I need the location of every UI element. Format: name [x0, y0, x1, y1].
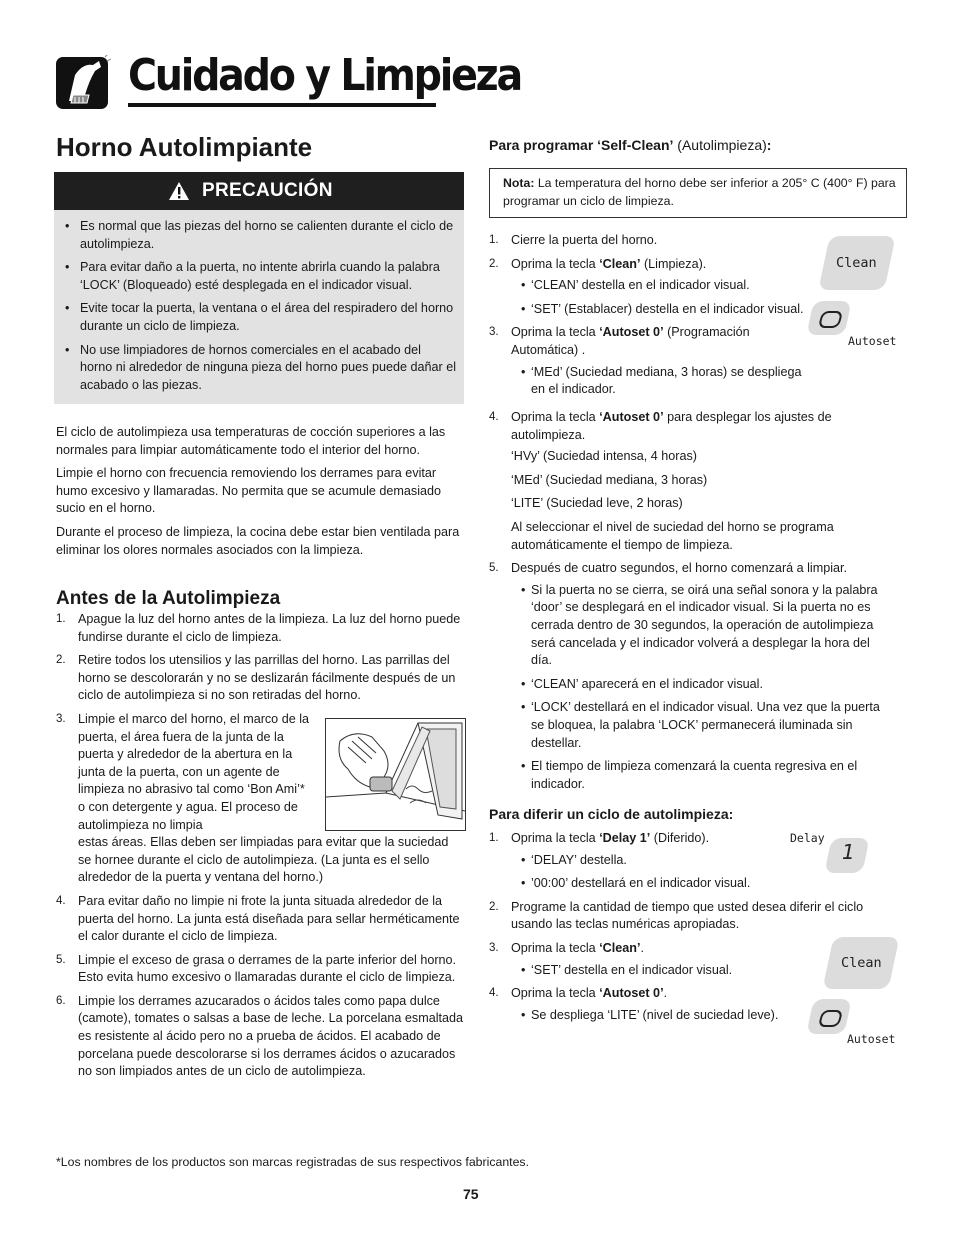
program-title-bold: Para programar ‘Self-Clean’ [489, 137, 674, 153]
step-text: . [640, 940, 644, 955]
before-cleaning-title: Antes de la Autolimpieza [56, 588, 281, 609]
temperature-note [489, 168, 907, 218]
step-text: (Limpieza). [640, 256, 707, 271]
step-text: Al seleccionar el nivel de suciedad del horno se programa automáticamente el tiempo de limpieza. [511, 519, 834, 552]
step-text: para desplegar los ajustes de autolimpieza. [511, 410, 832, 442]
step-number: 5. [489, 562, 499, 575]
caution-item: • Para evitar daño a la puerta, no intente abrirla cuando la palabra ‘LOCK’ (Bloqueado) esté desplegada en el indicador visual. [80, 259, 456, 294]
step-number: 6. [56, 994, 66, 1007]
chapter-title: Cuidado y Limpieza [128, 50, 521, 101]
step-text: (Programación Automática) . [511, 325, 750, 357]
soil-level-option: ‘LITE’ (Suciedad leve, 2 horas) [511, 496, 683, 511]
step-text: Oprima la tecla [511, 940, 600, 955]
step-item [489, 899, 889, 934]
step-text: Limpie los derrames azucarados o ácidos tales como papa dulce (camote), tomates o salsas a base de leche. La porcelana esmaltada es resistente al ácido pero no a prueba de ácidos. El acabado de porcelana puede descolorarse si los derrames ácidos o azucarados no son limpiados antes de un ciclo de autolimpieza. [78, 993, 464, 1079]
step-text: Oprima la tecla [511, 986, 600, 1001]
note-text: La temperatura del horno debe ser inferior a 205° C (400° F) para programar un ciclo de limpieza. [503, 176, 896, 208]
step-text: Programe la cantidad de tiempo que usted desea diferir el ciclo usando las teclas numéricas apropiadas. [511, 899, 864, 932]
before-cleaning-steps [56, 611, 464, 1087]
soil-level-option: ‘MEd’ (Suciedad mediana, 3 horas) [511, 472, 708, 487]
step-number: 3. [489, 326, 499, 339]
key-reference: ‘Autoset 0’ [599, 410, 664, 424]
step-text: Apague la luz del horno antes de la limpieza. La luz del horno puede fundirse durante el ciclo de limpieza. [78, 612, 461, 644]
one-key-glyph: 1 [842, 840, 855, 864]
footnote: *Los nombres de los productos son marcas registradas de sus respectivos fabricantes. [56, 1155, 529, 1169]
step-number: 1. [56, 613, 66, 625]
caution-item: • No use limpiadores de hornos comerciales en el acabado del horno ni alrededor de ninguna pieza del horno pues puede dañar el acabado o las piezas. [80, 342, 456, 395]
program-title-rest: (Autolimpieza) [673, 137, 767, 153]
step-item [489, 409, 889, 554]
key-reference: ‘Autoset 0’ [599, 325, 664, 340]
step-text: Oprima la tecla [511, 831, 600, 845]
intro-paragraph: Durante el proceso de limpieza, la cocina debe estar bien ventilada para eliminar los olores normales asociados con la limpieza. [56, 524, 460, 557]
note-label: Nota: [503, 176, 535, 190]
step-number: 1. [489, 234, 499, 246]
step-number: 4. [489, 987, 499, 1000]
step-item [489, 324, 814, 398]
soil-level-option: ‘HVy’ (Suciedad intensa, 4 horas) [511, 449, 697, 464]
page-number: 75 [463, 1186, 479, 1202]
bullet-item: • Se despliega ‘LITE’ (nivel de suciedad leve). [521, 1007, 889, 1025]
cleaning-hand-icon [55, 55, 111, 111]
autoset-key-label: Autoset [847, 1032, 896, 1046]
key-reference: ‘Delay 1’ [599, 831, 651, 845]
step-text: Limpie el exceso de grasa o derrames de la parte inferior del horno. Esto evita humo excesivo o llamaradas durante el ciclo de limpieza. [78, 952, 457, 985]
step-number: 4. [56, 894, 66, 907]
step-number: 2. [56, 654, 66, 667]
clean-key-label: Clean [836, 255, 877, 271]
bullet-item: • ‘DELAY’ destella. [521, 852, 889, 870]
step-text: Oprima la tecla [511, 256, 600, 271]
bullet-item: • ‘LOCK’ destellará en el indicador visual. Una vez que la puerta se bloquea, la palabra ‘LOCK’ permanecerá iluminada sin destellar. [521, 699, 889, 752]
caution-item: • Es normal que las piezas del horno se calienten durante el ciclo de autolimpieza. [80, 218, 456, 253]
bullet-item: • ’00:00’ destellará en el indicador visual. [521, 875, 889, 893]
title-underline [128, 103, 436, 107]
delay-title: Para diferir un ciclo de autolimpieza: [489, 806, 734, 822]
step-item [489, 232, 814, 250]
caution-list [54, 218, 464, 394]
step-text: estas áreas. Ellas deben ser limpiadas para evitar que la suciedad se hornee durante el ciclo de autolimpieza. (La junta es el sello alrededor de la puerta y ventana del horno.) [78, 835, 449, 885]
clean-key-label: Clean [841, 955, 882, 971]
key-reference: ‘Clean’ [599, 940, 641, 955]
step-number: 5. [56, 953, 66, 966]
step-text: . [663, 986, 668, 1001]
caution-item: • Evite tocar la puerta, la ventana o el área del respiradero del horno durante un ciclo de limpieza. [80, 300, 456, 335]
intro-paragraph: El ciclo de autolimpieza usa temperaturas de cocción superiores a las normales para limpiar automáticamente todo el interior del horno. [56, 425, 446, 457]
step-text: Cierre la puerta del horno. [511, 233, 658, 247]
bullet-item: • ‘CLEAN’ destella en el indicador visual. [521, 277, 814, 295]
bullet-item: • El tiempo de limpieza comenzará la cuenta regresiva en el indicador. [521, 758, 889, 793]
step-item [56, 611, 464, 646]
caution-box [54, 172, 464, 404]
program-title [489, 136, 771, 154]
program-steps-continued [489, 409, 889, 799]
step-item [56, 893, 464, 946]
oven-door-cleaning-illustration [325, 718, 466, 831]
program-title-colon: : [766, 137, 772, 153]
step-item [56, 652, 464, 705]
step-number: 3. [489, 941, 499, 954]
bullet-item: • ‘MEd’ (Suciedad mediana, 3 horas) se despliega en el indicador. [521, 364, 814, 399]
step-number: 2. [489, 257, 499, 270]
step-item [489, 560, 889, 793]
intro-text [56, 424, 464, 565]
step-item [56, 952, 464, 987]
step-number: 1. [489, 832, 499, 844]
caution-header [54, 172, 464, 210]
step-text: (Diferido). [650, 831, 710, 845]
delay-key-label: Delay [790, 831, 825, 845]
step-text: Después de cuatro segundos, el horno comenzará a limpiar. [511, 561, 848, 576]
bullet-item: • ‘SET’ (Establacer) destella en el indicador visual. [521, 301, 814, 319]
bullet-item: • Si la puerta no se cierra, se oirá una señal sonora y la palabra ‘door’ se desplegará en el indicador visual. Si la puerta no es cerrada dentro de 30 segundos, la operación de autolimpieza será cancelada y el indicador volverá a desplegar la hora del día. [521, 582, 889, 670]
bullet-item: • ‘SET’ destella en el indicador visual. [521, 962, 889, 980]
step-item [56, 993, 464, 1081]
step-number: 4. [489, 411, 499, 423]
key-reference: ‘Autoset 0’ [599, 986, 664, 1001]
step-number: 2. [489, 900, 499, 913]
program-steps [489, 232, 814, 405]
caution-title: PRECAUCIÓN [202, 180, 333, 202]
warning-icon [168, 181, 190, 201]
autoset-key-label: Autoset [848, 334, 897, 348]
bullet-item: • ‘CLEAN’ aparecerá en el indicador visual. [521, 676, 889, 694]
step-number: 3. [56, 712, 66, 725]
intro-paragraph: Limpie el horno con frecuencia removiendo los derrames para evitar humo excesivo y llamaradas. No permita que se acumule demasiado sucio en el horno. [56, 466, 442, 516]
section-title: Horno Autolimpiante [56, 132, 313, 162]
step-text: Oprima la tecla [511, 325, 600, 340]
step-item [489, 256, 814, 319]
step-text: Limpie el marco del horno, el marco de la puerta, el área fuera de la junta de la puerta y alrededor de la abertura en la junta de la puerta, con un agente de limpieza no abrasivo tal como ‘Bon Ami’* o con detergente y agua. El proceso de autolimpieza no limpia [78, 711, 309, 832]
step-text: Para evitar daño no limpie ni frote la junta situada alrededor de la puerta del horno. La junta está diseñada para sellar herméticamente el calor durante el ciclo de limpieza. [78, 893, 460, 944]
step-text: Oprima la tecla [511, 410, 600, 424]
step-text: Retire todos los utensilios y las parrillas del horno. Las parrillas del horno se descolorarán y no se deslizarán fácilmente después de un ciclo de autolimpieza si no son retiradas del horno. [78, 653, 456, 703]
key-reference: ‘Clean’ [599, 256, 641, 271]
